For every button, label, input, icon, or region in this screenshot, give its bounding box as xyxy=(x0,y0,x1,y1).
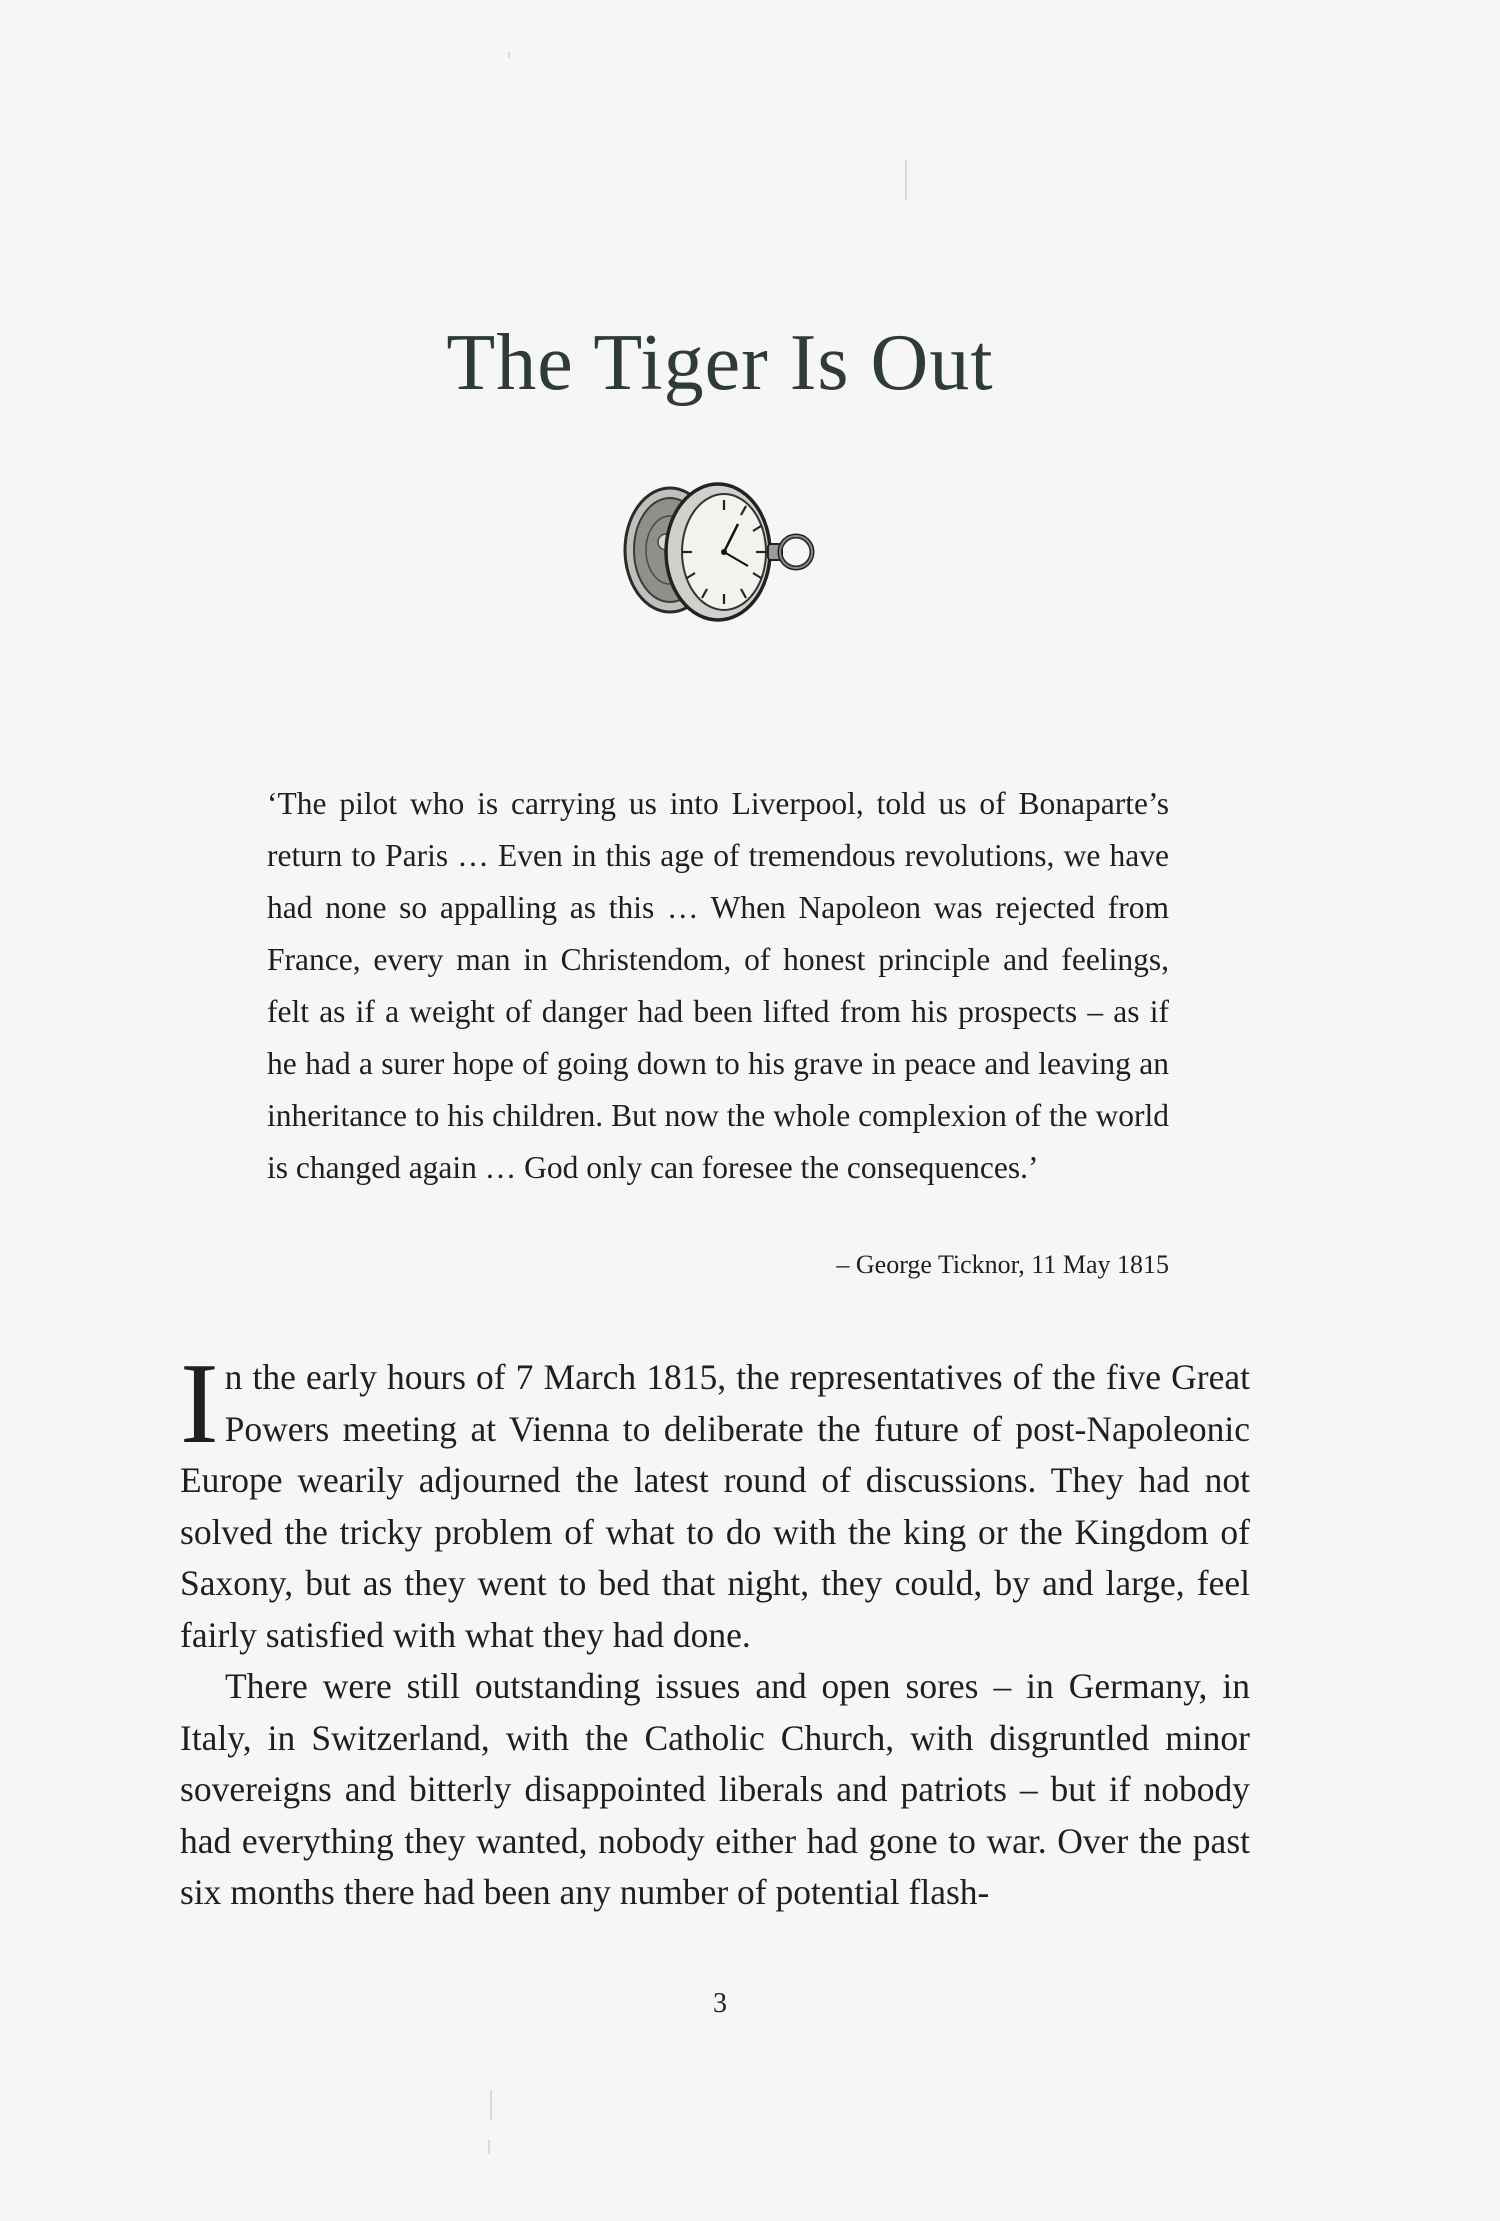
drop-cap: I xyxy=(180,1340,219,1468)
paragraph-1-text: n the early hours of 7 March 1815, the representatives of the five Great Powers meeting at Vienna to deliberate the future of post-Napoleonic Europe wearily adjourned the latest round of discussions. They had not solved the tricky problem of what to do with the king or the Kingdom of Saxony, but as they went to bed that night, they could, by and large, feel fairly satisfied with what they had done. xyxy=(180,1357,1250,1655)
paragraph-2: There were still outstanding issues and open sores – in Germany, in Italy, in Switzerland, with the Catholic Church, with disgruntled minor sovereigns and bitterly disappointed liberals and patriots – but if nobody had everything they wanted, nobody either had gone to war. Over the past six months there had been any number of potential flash- xyxy=(180,1666,1250,1912)
chapter-body xyxy=(180,1340,1250,1919)
epigraph-attribution: – George Ticknor, 11 May 1815 xyxy=(836,1250,1169,1279)
epigraph-quote: ‘The pilot who is carrying us into Liverpool, told us of Bonaparte’s return to Paris … Even in this age of tremendous revolutions, we have had none so appalling as this … When Napoleon was rejected from France, every man in Christendom, of honest principle and feelings, felt as if a weight of danger had been lifted from his prospects – as if he had a surer hope of going down to his grave in peace and leaving an inheritance to his children. But now the whole complexion of the world is changed again … God only can foresee the consequences.’ xyxy=(267,786,1169,1185)
scan-speck xyxy=(905,160,907,200)
scan-speck xyxy=(490,2090,492,2120)
chapter-title: The Tiger Is Out xyxy=(446,319,994,407)
scan-speck xyxy=(488,2140,490,2154)
page-number: 3 xyxy=(713,1988,727,2019)
pocket-watch-icon xyxy=(600,468,840,648)
scan-speck xyxy=(508,52,510,58)
paragraph-1 xyxy=(180,1340,1250,1661)
